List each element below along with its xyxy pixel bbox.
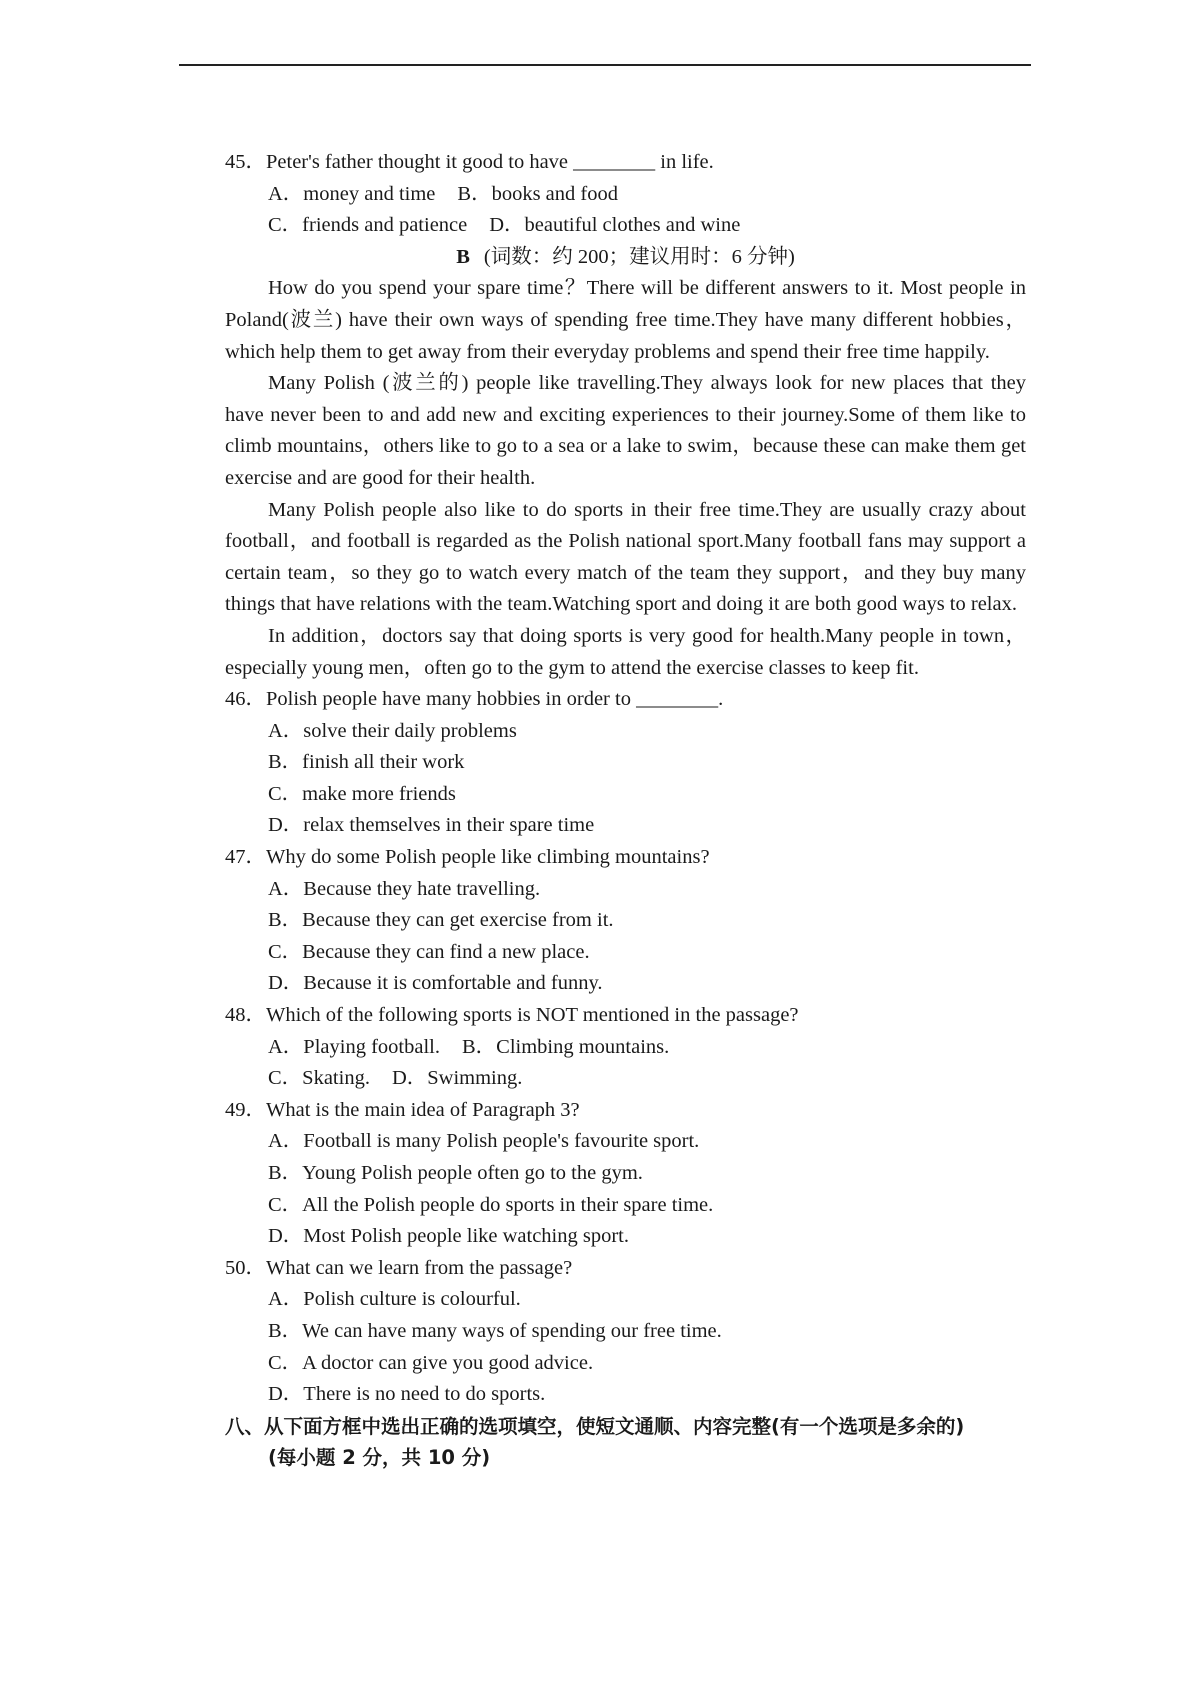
passage-paragraph-2: Many Polish (波兰的) people like travelling.They always look for new places that they have never been to and add new and exciting experiences to their journey.Some of them like to climb mountains，others like to go to a sea or a lake to swim，because these can make them get exercise and are good for their health. <box>225 372 1026 489</box>
option-a: A．solve their daily problems <box>268 719 517 742</box>
option-a: A．Because they hate travelling. <box>268 877 541 900</box>
option-d: D．There is no need to do sports. <box>268 1383 546 1406</box>
passage-info: (词数：约 200；建议用时：6 分钟) <box>483 245 795 268</box>
question-45-options-row-1 <box>225 179 1026 211</box>
option-d: D．Swimming. <box>391 1067 523 1090</box>
question-45-options-row-2 <box>225 210 1026 242</box>
option-a: A．Polish culture is colourful. <box>268 1288 521 1311</box>
question-48: 48．Which of the following sports is NOT mentioned in the passage? <box>225 1004 799 1027</box>
section-8-heading <box>225 1411 1026 1474</box>
passage-b-heading <box>225 242 1026 274</box>
option-a: A．Football is many Polish people's favourite sport. <box>268 1130 700 1153</box>
option-d: D．Most Polish people like watching sport. <box>268 1225 630 1248</box>
question-45: 45．Peter's father thought it good to have ________ in life. <box>225 151 714 173</box>
section-8-scoring: (每小题 2 分，共 10 分) <box>268 1446 491 1470</box>
option-c: C．A doctor can give you good advice. <box>268 1351 594 1374</box>
option-b: B．Young Polish people often go to the gym. <box>268 1162 643 1184</box>
question-47: 47．Why do some Polish people like climbing mountains? <box>225 846 710 869</box>
option-d: D．beautiful clothes and wine <box>489 214 741 237</box>
passage-paragraph-4: In addition，doctors say that doing sports is very good for health.Many people in town，especially young men，often go to the gym to attend the exercise classes to keep fit. <box>225 624 1026 679</box>
passage-paragraph-1: How do you spend your spare time？There will be different answers to it. Most people in Poland(波兰) have their own ways of spending free time.They have many different hobbies，which help them to get away from their everyday problems and spend their free time happily. <box>225 277 1026 363</box>
exam-page-content <box>225 147 1026 1474</box>
option-d: D．Because it is comfortable and funny. <box>268 972 603 995</box>
option-b: B．finish all their work <box>268 751 465 774</box>
question-48-options-row-1 <box>225 1032 1026 1064</box>
option-b: B．Because they can get exercise from it. <box>268 909 614 932</box>
option-b: B．books and food <box>457 182 618 205</box>
option-a: A．money and time <box>268 182 436 205</box>
option-c: C．friends and patience <box>268 214 468 237</box>
question-50: 50．What can we learn from the passage? <box>225 1256 573 1279</box>
option-c: C．All the Polish people do sports in their spare time. <box>268 1193 714 1216</box>
question-49: 49．What is the main idea of Paragraph 3? <box>225 1098 580 1121</box>
option-b: B．Climbing mountains. <box>461 1035 670 1058</box>
question-48-options-row-2 <box>225 1063 1026 1095</box>
question-46: 46．Polish people have many hobbies in order to ________. <box>225 688 724 711</box>
passage-paragraph-3: Many Polish people also like to do sports in their free time.They are usually crazy about football，and football is regarded as the Polish national sport.Many football fans may support a certain team，so they go to watch every match of the team they support，and they buy many things that have relations with the team.Watching sport and doing it are both good ways to relax. <box>225 498 1026 616</box>
passage-letter: B <box>456 245 470 268</box>
header-rule <box>179 64 1031 66</box>
option-c: C．make more friends <box>268 782 456 805</box>
option-c: C．Because they can find a new place. <box>268 940 590 963</box>
option-b: B．We can have many ways of spending our free time. <box>268 1319 722 1342</box>
option-c: C．Skating. <box>268 1067 370 1090</box>
section-8-title: 八、从下面方框中选出正确的选项填空，使短文通顺、内容完整(有一个选项是多余的) <box>225 1414 965 1438</box>
option-a: A．Playing football. <box>268 1035 440 1058</box>
option-d: D．relax themselves in their spare time <box>268 814 595 837</box>
